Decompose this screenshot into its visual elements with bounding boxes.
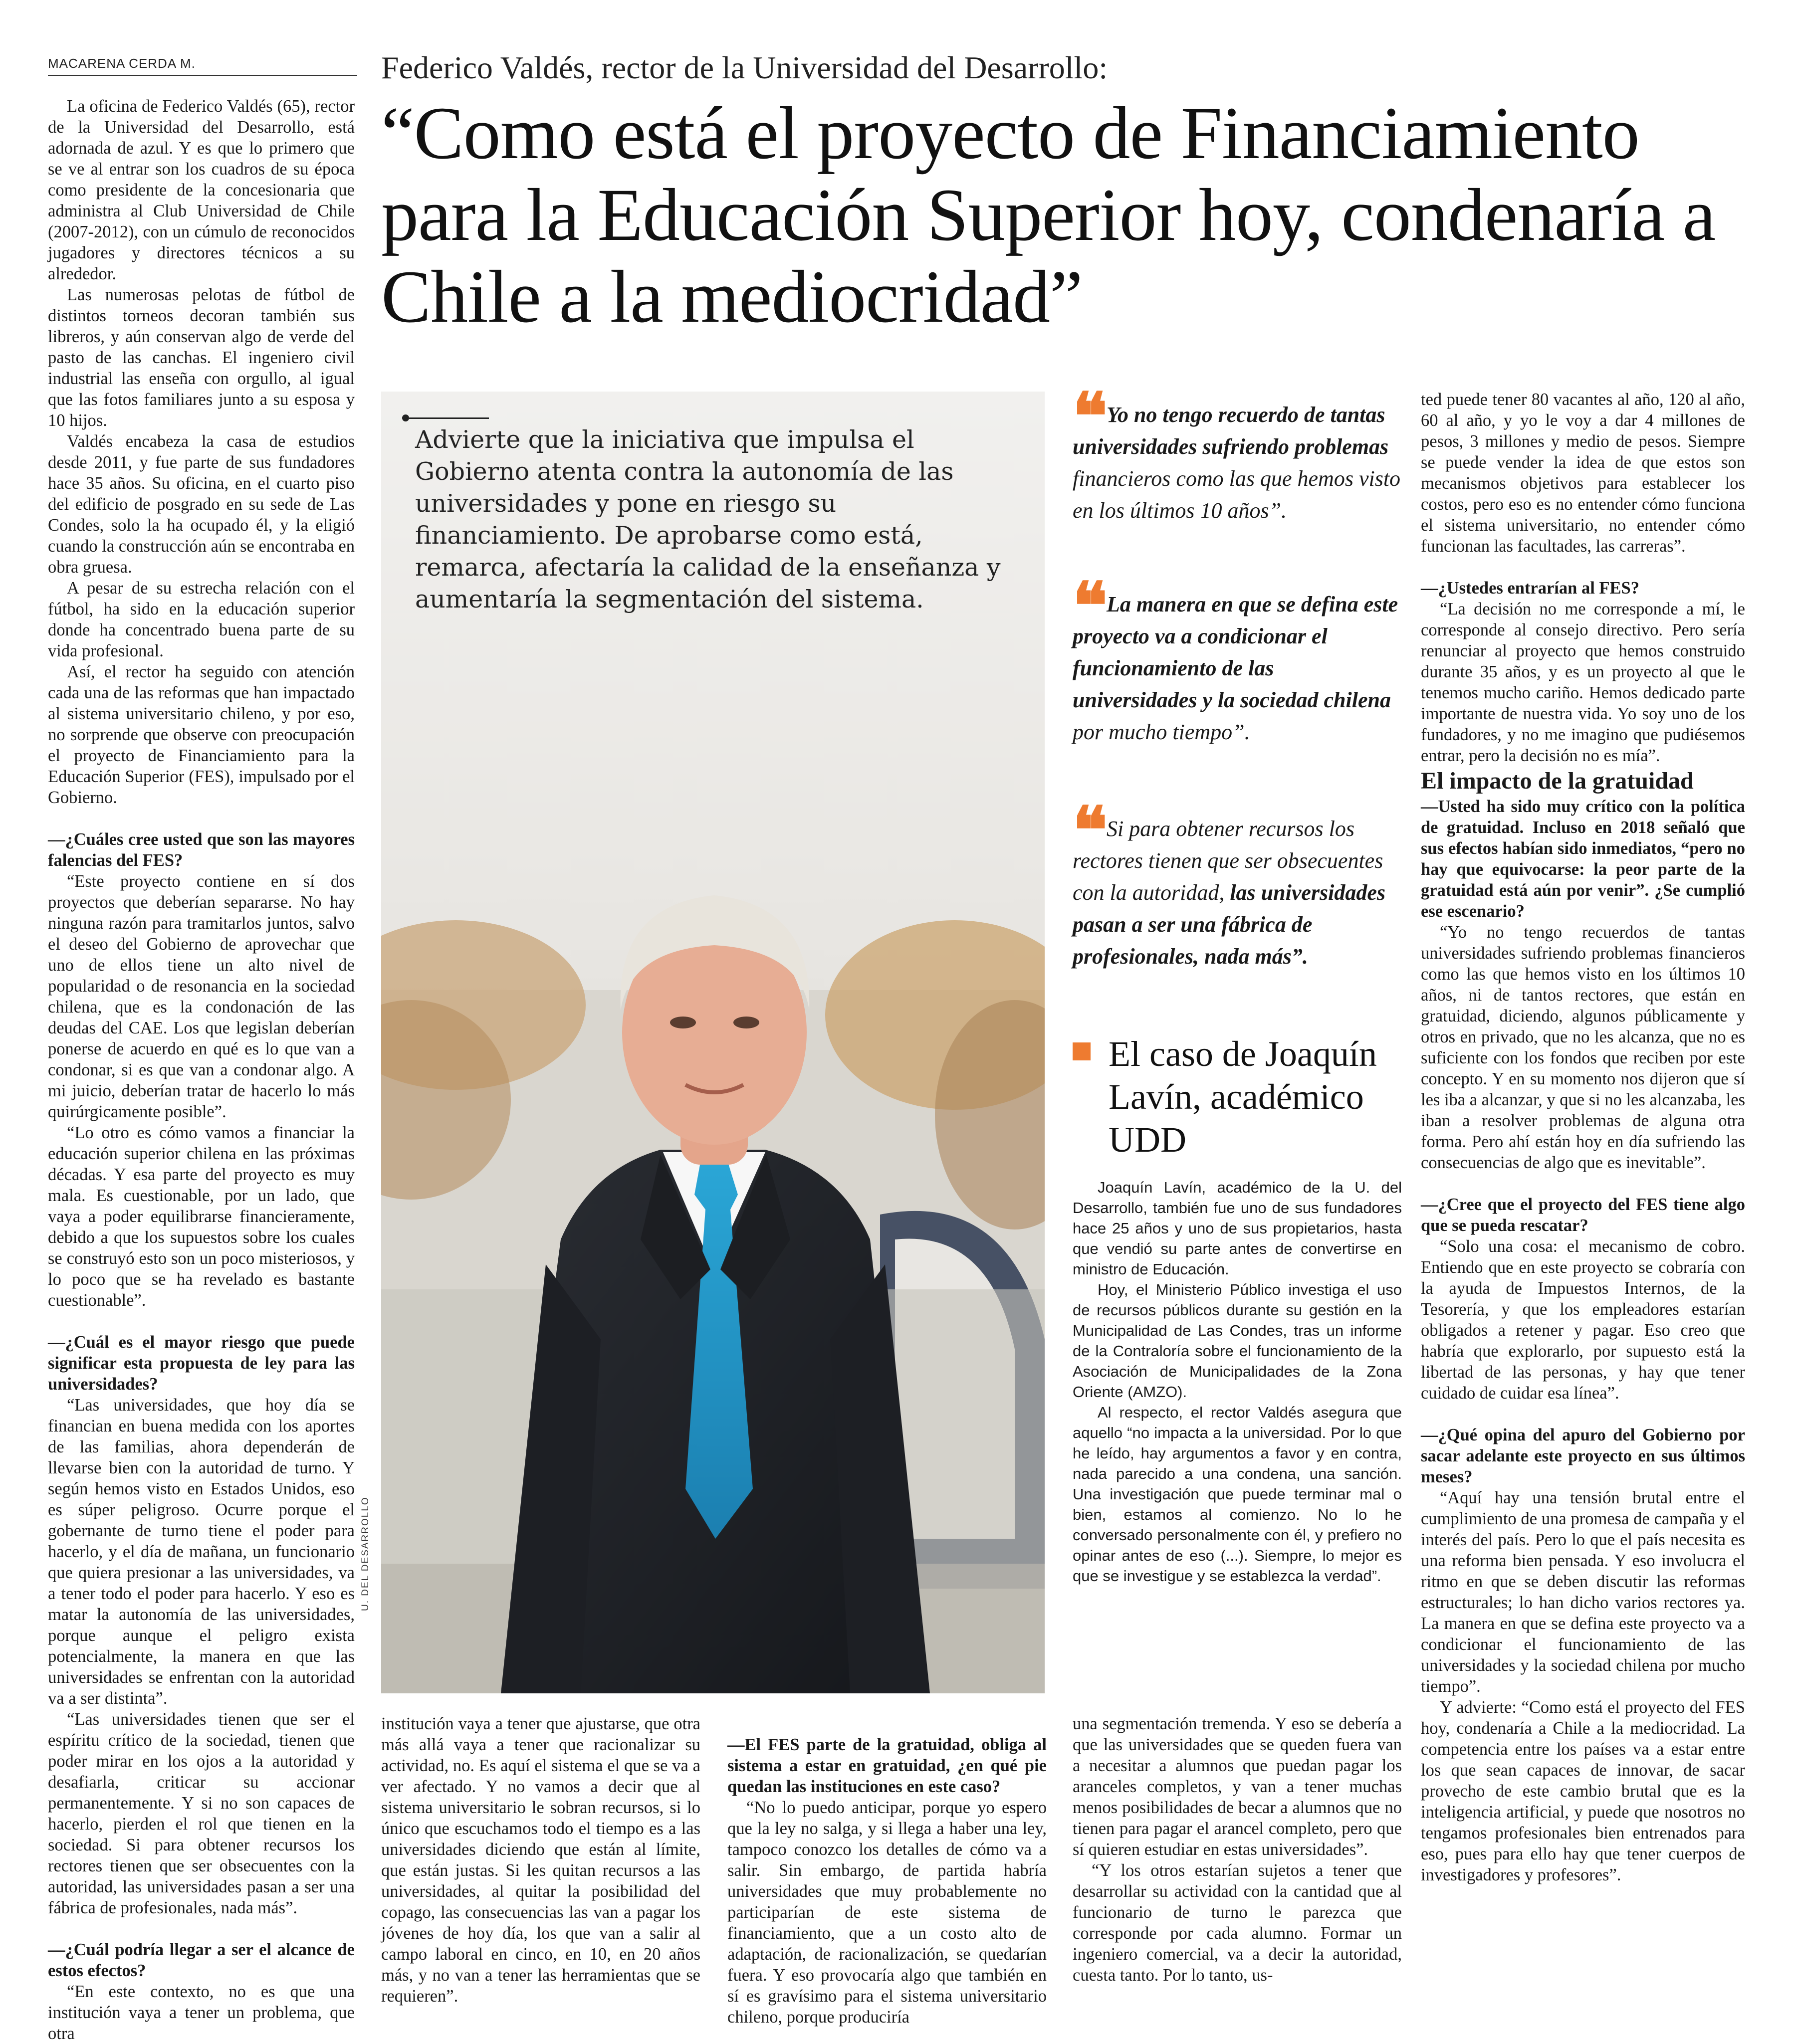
interview-question: —¿Qué opina del apuro del Gobierno por sacar adelante este proyecto en sus últimos meses? [1421,1426,1745,1486]
pull-quote-3-text: Si para obtener recursos los rectores tienen que ser obsecuentes con la autoridad, [1073,817,1383,905]
pull-quote-3 [1073,792,1402,973]
body-paragraph: “No lo puedo anticipar, porque yo espero que la ley no salga, y si llega a haber una ley, tampoco conozco los detalles de cómo va a salir. Sin embargo, de partida habría universidades que muy probablemente no participarían de este sistema de financiamiento, que a un costo alto de adaptación, de racionalización, se quedarían fuera. Y eso provocaría algo que también en sí es gravísimo para el sistema universitario chileno, porque produciría [727,1798,1047,2027]
body-paragraph: “Las universidades tienen que ser el espíritu crítico de la sociedad, tienen que poder mirar en los ojos a la autoridad y desafiarla, criticar su accionar permanentemente. Y si no son capaces de hacerlo, pierden el rol que tienen en la sociedad. Si para obtener recursos los rectores tienen que ser obsecuentes con la autoridad, las universidades pasan a ser una fábrica de profesionales, nada más”. [48,1710,355,1917]
body-paragraph: “Las universidades, que hoy día se financian en buena medida con los aportes de las familias, ahora dependerán de llevarse bien con la autoridad de turno. Y según hemos visto en Estados Unidos, eso es súper peligroso. Ocurre porque el gobernante de turno tiene el poder para hacerlo, y el día de mañana, un funcionario que quiera presionar a las universidades, va a tener todo el poder para hacerlo. Y eso es matar la autonomía de las universidades, porque aunque el peligro exista potencialmente, la manera en que las universidades se enfrentan con la autoridad va a ser distinta”. [48,1396,355,1708]
body-paragraph: “Y los otros estarían sujetos a tener que desarrollar su actividad con la cantidad que al funcionario de turno le parezca que corresponde por cada alumno. Formar un ingeniero comercial, va a decir la autoridad, cuesta tanto. Por lo tanto, us- [1073,1861,1402,1985]
body-paragraph: Y advierte: “Como está el proyecto del FES hoy, condenaría a Chile a la mediocridad. La competencia entre los países va a estar entre los que sean capaces de innovar, de sacar provecho de este cambio brutal que es la inteligencia artificial, y puede que nosotros no tengamos profesionales bien entrenados para eso, pues para ello hay que tener cuerpos de investigadores y profesores”. [1421,1698,1745,1884]
interview-question: —¿Cree que el proyecto del FES tiene algo que se pueda rescatar? [1421,1195,1745,1235]
case-paragraph: Al respecto, el rector Valdés asegura que aquello “no impacta a la universidad. Por lo que he leído, hay argumentos a favor y en contra, nada parecido a una condena, una sanción. Una investigación que puede terminar mal o bien, estamos al comienzo. No lo he conversado personalmente con él, y prefiero no opinar antes de eso (...). Siempre, lo mejor es que se investigue y se establezca la verdad”. [1073,1404,1402,1585]
column-2 [381,1713,700,2007]
pull-quote-3-bold: las universidades pasan a ser una fábrica de profesionales, nada más”. [1073,880,1386,969]
body-paragraph: A pesar de su estrecha relación con el fútbol, ha sido en la educación superior donde ha concentrado buena parte de su vida profesional. [48,579,355,660]
case-paragraph: Hoy, el Ministerio Público investiga el uso de recursos públicos durante su gestión en la Municipalidad de Las Condes, tras un informe de la Contraloría sobre el funcionamiento de la Asociación de Municipalidades de la Zona Oriente (AMZO). [1073,1281,1402,1401]
column-5 [1421,389,1745,1885]
pull-quote-1 [1073,378,1402,527]
body-paragraph: Valdés encabeza la casa de estudios desde 2011, y fue parte de sus fundadores hace 35 años. Su oficina, en el cuarto piso del edificio de posgrado en su sede de Las Condes, solo la ha ocupado él, y la eligió cuando la construcción aún se encontraba en obra gruesa. [48,432,355,577]
quote-mark-icon: ❝ [1073,568,1101,644]
body-paragraph: La oficina de Federico Valdés (65), rector de la Universidad del Desarrollo, está adornada de azul. Y es que lo primero que se ve al entrar son los cuadros de su época como presidente de la concesionaria que administra al Club Universidad de Chile (2007-2012), con un cúmulo de reconocidos jugadores y directores técnicos a su alrededor. [48,97,355,283]
column-1 [48,96,355,2044]
interview-question: —El FES parte de la gratuidad, obliga al sistema a estar en gratuidad, ¿en qué pie quedan las instituciones en este caso? [727,1735,1047,1796]
headline: “Como está el proyecto de Financiamiento para la Educación Superior hoy, condenaría a Chile a la mediocridad” [381,92,1716,338]
body-paragraph: Así, el rector ha seguido con atención cada una de las reformas que han impactado al sistema universitario chileno, y por eso, no sorprende que observe con preocupación el proyecto de Financiamiento para la Educación Superior (FES), impulsado por el Gobierno. [48,662,355,807]
section-subhead: El impacto de la gratuidad [1421,768,1694,794]
case-title: El caso de Joaquín Lavín, académico UDD [1109,1034,1377,1160]
column-3 [727,1713,1047,2028]
photo-credit: U. DEL DESARROLLO [360,1496,371,1611]
body-paragraph: Las numerosas pelotas de fútbol de distintos torneos decoran también sus libreros, y aún conservan algo de verde del pasto de las canchas. El ingeniero civil industrial las enseña con orgullo, al igual que las fotos familiares junto a su esposa y 10 hijos. [48,285,355,430]
case-body [1073,1177,1402,1586]
byline: MACARENA CERDA M. [48,56,196,71]
kicker: Federico Valdés, rector de la Universidad del Desarrollo: [381,50,1108,85]
body-paragraph: “Aquí hay una tensión brutal entre el cumplimiento de una promesa de campaña y el interés del país. Pero lo que el país necesita es una reforma bien pensada. Y eso involucra el ritmo en que se deben discutir las reformas estructurales; lo han dicho varios rectores ya. La manera en que se defina este proyecto va a condicionar el funcionamiento de las universidades y la sociedad chilena por mucho tiempo”. [1421,1488,1745,1696]
interview-question: —Usted ha sido muy crítico con la política de gratuidad. Incluso en 2018 señaló que sus efectos habían sido inmediatos, “pero no hay que equivocarse: la peor parte de la gratuidad está aún por venir”. ¿Se cumplió ese escenario? [1421,797,1745,921]
body-paragraph: “Este proyecto contiene en sí dos proyectos que deberían separarse. No hay ninguna razón para tramitarlos juntos, salvo el deseo del Gobierno de aprovechar que uno de ellos tiene un alto nivel de popularidad o de resonancia en la sociedad chilena, que es la condonación de las deudas del CAE. Los que legislan deberían ponerse de acuerdo en qué es lo que van a condonar, si es que van a condonar algo. A mi juicio, deberían tratar de hacerlo lo más quirúrgicamente posible”. [48,872,355,1121]
section-marker-icon [1073,1042,1091,1060]
body-paragraph: ted puede tener 80 vacantes al año, 120 al año, 60 al año, y yo le voy a dar 4 millones de pesos, 3 millones y medio de pesos. Siempre se puede vender la idea de que estos son mecanismos objetivos para establecer los costos, pero eso es no entender cómo funciona el sistema universitario, no entender cómo funcionan las facultades, las carreras”. [1421,390,1745,556]
case-paragraph: Joaquín Lavín, académico de la U. del Desarrollo, también fue uno de sus fundadores hace 25 años y uno de sus propietarios, hasta que vendió su parte antes de convertirse en ministro de Educación. [1073,1179,1402,1278]
pull-quote-2 [1073,568,1402,748]
intro-deck: Advierte que la iniciativa que impulsa el Gobierno atenta contra la autonomía de las universidades y pone en riesgo su financiamiento. De aprobarse como está, remarca, afectaría la calidad de la enseñanza y aumentaría la segmentación del sistema. [415,425,1001,613]
body-paragraph: institución vaya a tener que ajustarse, que otra más allá vaya a tener que racionalizar su actividad, no. Es aquí el sistema el que se va a ver afectado. Y no vamos a decir que al sistema universitario le sobran recursos, si lo único que escuchamos todo el tiempo es a las universidades diciendo que están al límite, que están justas. Si les quitan recursos a las universidades, al quitar la posibilidad del copago, las consecuencias las van a pagar los jóvenes de hoy día, los que van a salir al campo laboral en cinco, en 10, en 20 años más, y no van a tener las herramientas que se requieren”. [381,1714,700,2006]
intro-rule [409,417,489,419]
body-paragraph: “La decisión no me corresponde a mí, le corresponde al consejo directivo. Pero sería renunciar al proyecto que hemos construido durante 35 años, y es un proyecto al que le tenemos mucho cariño. Hemos dedicado parte importante de nuestra vida. Yo soy uno de los fundadores, y no me imagino que pudiésemos entrar, pero la decisión no es mía”. [1421,600,1745,765]
interview-question: —¿Ustedes entrarían al FES? [1421,579,1639,598]
body-paragraph: una segmentación tremenda. Y eso se debería a que las universidades que se queden fuera van a necesitar a alumnos que puedan pagar los aranceles completos, y van a tener muchas menos posibilidades de becar a alumnos que no tienen para pagar el arancel completo, pero que sí quieren estudiar en estas universidades”. [1073,1714,1402,1859]
column-4 [1073,1713,1402,1986]
pull-quote-2-text: por mucho tiempo”. [1073,720,1250,744]
quote-mark-icon: ❝ [1073,792,1101,868]
interview-question: —¿Cuáles cree usted que son las mayores falencias del FES? [48,830,355,870]
pull-quote-2-bold: La manera en que se defina este proyecto va a condicionar el funcionamiento de las universidades y la sociedad chilena [1073,592,1398,712]
intro-dot [402,414,409,421]
interview-question: —¿Cuál es el mayor riesgo que puede significar esta propuesta de ley para las universidades? [48,1333,355,1394]
body-paragraph: “En este contexto, no es que una institución vaya a tener un problema, que otra [48,1982,355,2043]
body-paragraph: “Yo no tengo recuerdos de tantas universidades sufriendo problemas financieros como las que hemos visto en los últimos 10 años, ni de tantos rectores, que están en gratuidad, diciendo, algunos públicamente y otros en privado, que no les alcanza, que no es suficiente con los fondos que reciben por este concepto. Y en su momento nos dijeron que sí les iba a alcanzar, y que si no les alcanzaba, les iban a resolver problemas de alguna otra forma. Pero ahí están hoy en día sufriendo las consecuencias de algo que es inevitable”. [1421,923,1745,1172]
body-paragraph: “Lo otro es cómo vamos a financiar la educación superior chilena en las próximas décadas. Y esa parte del proyecto es muy mala. Es cuestionable, por un lado, que vaya a poder equilibrarse financieramente, debido a que los supuestos sobre los cuales se construyó esto son un poco misteriosos, y lo poco que se ha revelado es bastante cuestionable”. [48,1123,355,1310]
quote-mark-icon: ❝ [1073,378,1101,454]
pull-quote-1-bold: Yo no tengo recuerdo de tantas universidades sufriendo problemas [1073,403,1389,459]
body-paragraph: “Solo una cosa: el mecanismo de cobro. Entiendo que en este proyecto se cobraría con la ayuda de Impuestos Internos, de la Tesorería, y que los empleadores estarían obligados a retener y pagar. Eso creo que habría que explorarlo, por supuesto está la libertad de las personas, y hay que tener cuidado de cuidar esa línea”. [1421,1237,1745,1403]
byline-rule [48,75,357,76]
interview-question: —¿Cuál podría llegar a ser el alcance de estos efectos? [48,1940,355,1980]
pull-quote-1-text: financieros como las que hemos visto en los últimos 10 años”. [1073,466,1401,523]
